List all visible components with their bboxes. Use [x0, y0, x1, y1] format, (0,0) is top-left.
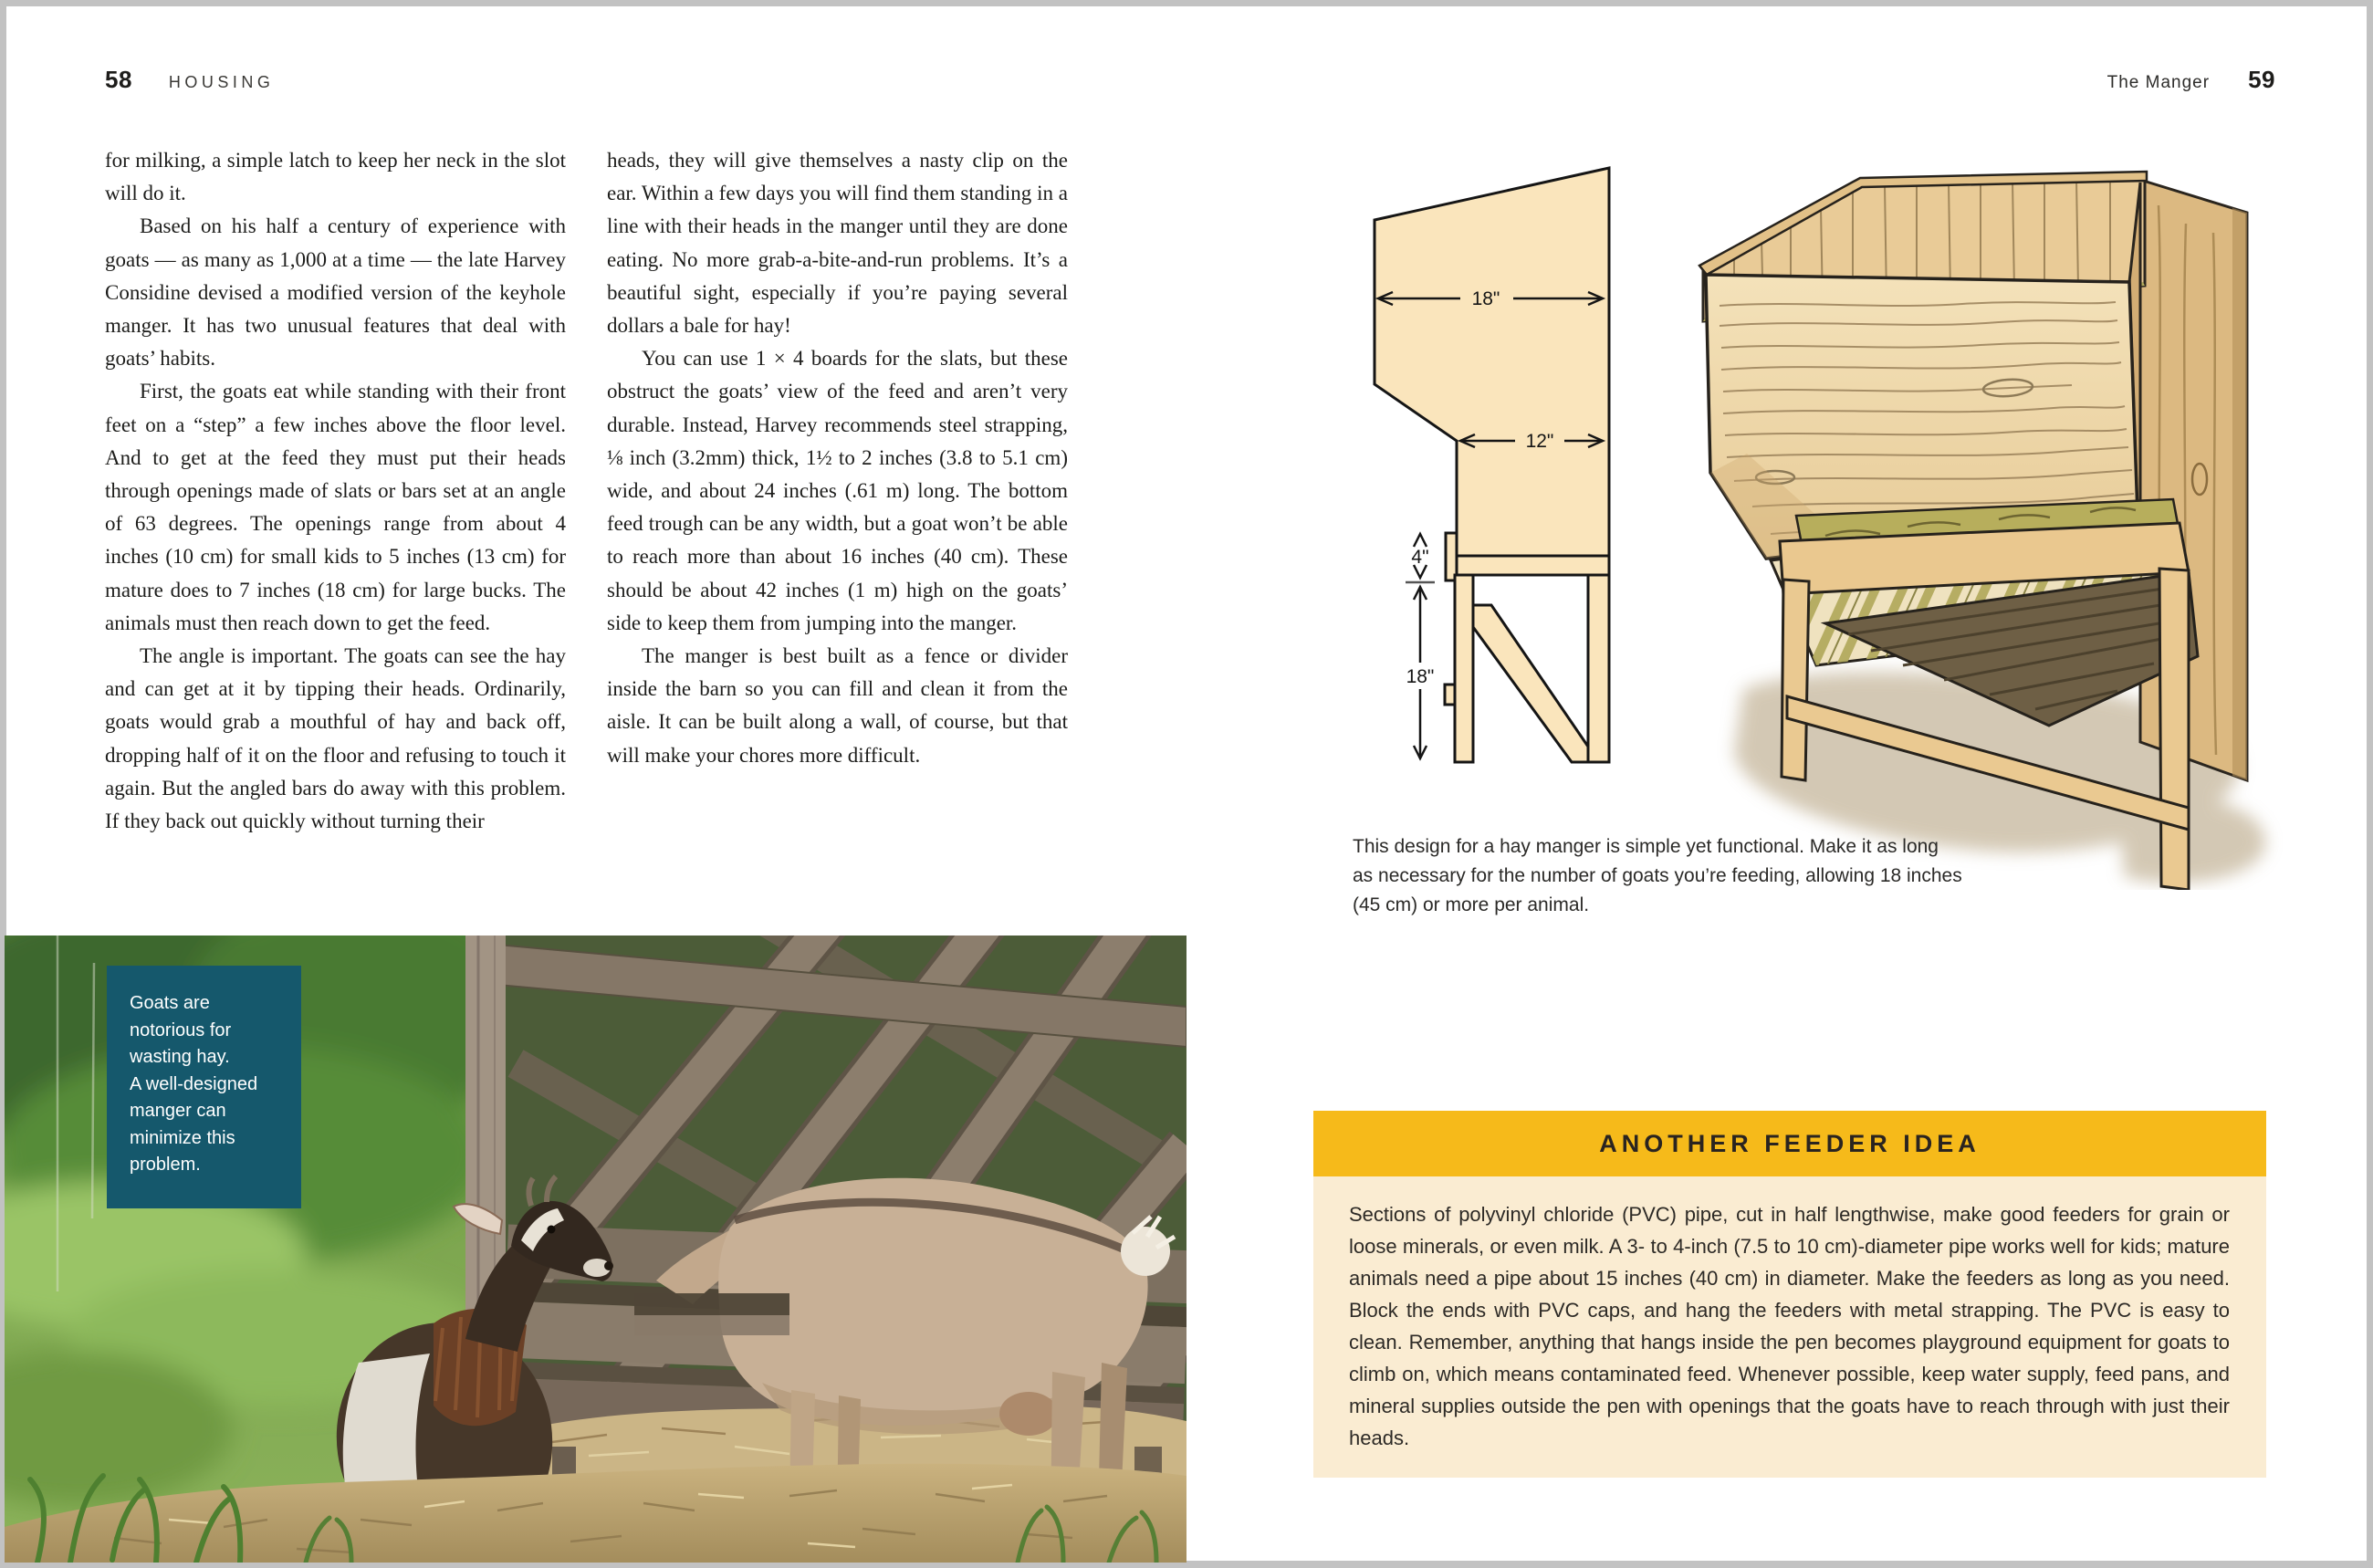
caption-line: as necessary for the number of goats you’re feeding, allowing 18 inches [1353, 865, 1962, 886]
dim-top-width: 18" [1471, 288, 1500, 309]
paragraph: You can use 1 × 4 boards for the slats, but these obstruct the goats’ view of the feed and aren’t very durable. Instead, Harvey recommends steel strapping, ⅛ inch (3.2mm) thick, 1½ to 2 inches (3.8 to 5.1 cm) wide, and about 24 inches (.61 m) long. The bottom feed trough can be any width, but a goat won’t be able to reach more than about 16 inches (40 cm). These should be about 42 inches (1 m) high on the goats’ side to keep them from jumping into the manger. [607, 347, 1068, 634]
diagram-brace [1473, 605, 1588, 762]
sidebar-body [1313, 1176, 2266, 1478]
running-header-left: HOUSING [168, 73, 275, 91]
another-feeder-idea-sidebar [1313, 1111, 2266, 1478]
manger-cross-section-diagram [1358, 155, 1623, 776]
goat-udder [999, 1392, 1058, 1436]
running-header-right: The Manger [2106, 73, 2211, 92]
dim-step-height: 4" [1411, 547, 1429, 568]
photo-caption-box [107, 966, 301, 1208]
paragraph: Based on his half a century of experience with goats — as many as 1,000 at a time — the late Harvey Considine devised a modified version of the keyhole manger. It has two unusual features that deal with goats’ habits. [105, 214, 566, 371]
text-column-2 [607, 144, 1068, 772]
dim-leg-height: 18" [1406, 666, 1435, 687]
caption-line: minimize this [130, 1127, 235, 1148]
illustration-art [1688, 87, 2291, 890]
caption-line: problem. [130, 1155, 201, 1175]
sidebar-header [1313, 1111, 2266, 1176]
page-number-left: 58 [105, 66, 132, 93]
caption-line: wasting hay. [130, 1047, 230, 1067]
board-over-goat-neck [634, 1293, 789, 1315]
text-column-1 [105, 144, 566, 838]
board-over-goat-neck2 [634, 1315, 789, 1335]
caption-line: Goats are [130, 993, 210, 1013]
right-leg [2159, 569, 2189, 890]
diagram-panel [1375, 168, 1609, 556]
paragraph: The angle is important. The goats can see the hay and can get at it by tipping their heads. Ordinarily, goats would grab a mouthful of hay and back off, dropping half of it on the floor and refusing to touch it again. But the angled bars do away with this problem. If they back out quickly without turning their [105, 644, 566, 833]
sidebar-title: ANOTHER FEEDER IDEA [1599, 1129, 1981, 1157]
caption-line: manger can [130, 1101, 226, 1121]
diagram-left-leg [1455, 575, 1473, 762]
goat-tail [1121, 1227, 1170, 1276]
left-leg [1782, 580, 1809, 780]
diagram-cleat-upper [1446, 533, 1457, 580]
figure-caption [1353, 832, 2083, 920]
diagram-art [1358, 155, 1623, 776]
diagram-step-board [1457, 556, 1609, 575]
manger-illustration [1688, 87, 2291, 890]
paragraph: The manger is best built as a fence or divider inside the barn so you can fill and clean it from the aisle. It can be built along a wall, of course, but that will make your chores more difficult. [607, 644, 1068, 767]
caption-line: notorious for [130, 1019, 232, 1040]
paragraph: First, the goats eat while standing with their front feet on a “step” a few inches above the floor level. And to get at the feed they must put their heads through openings made of slats or bars set at an angle of 63 degrees. The openings range from about 4 inches (10 cm) for small kids to 5 inches (13 cm) for mature does to 7 inches (18 cm) for large bucks. The animals must then reach down to get the feed. [105, 380, 566, 634]
caption-line: This design for a hay manger is simple yet functional. Make it as long [1353, 836, 1939, 857]
diagram-right-leg [1588, 575, 1609, 762]
caption-line: (45 cm) or more per animal. [1353, 894, 1590, 915]
paragraph: heads, they will give themselves a nasty clip on the ear. Within a few days you will find them standing in a line with their heads in the manger until they are done eating. No more grab-a-bite-and-run problems. It’s a beautiful sight, especially if you’re paying several dollars a bale for hay! [607, 149, 1068, 338]
left-running-header [105, 66, 274, 94]
caption-line: A well-designed [130, 1073, 258, 1094]
sidebar-text: Sections of polyvinyl chloride (PVC) pipe, cut in half lengthwise, make good feeders for grain or loose minerals, or even milk. A 3- to 4-inch (7.5 to 10 cm)-diameter pipe works well for kids; mature animals need a pipe about 15 inches (40 cm) in diameter. Make the feeders as long as you need. Block the ends with PVC caps, and hang the feeders with metal strapping. The PVC is easy to clean. Remember, anything that hangs inside the pen becomes playground equipment for goats to climb on, which means contaminated feed. Whenever possible, keep water supply, feed pans, and mineral supplies outside the pen with openings that the goats have to reach through with just their heads. [1349, 1203, 2230, 1449]
side-plank [2140, 180, 2247, 780]
page-number-right: 59 [2248, 66, 2275, 93]
dim-lower-width: 12" [1525, 431, 1554, 452]
paragraph: for milking, a simple latch to keep her neck in the slot will do it. [105, 149, 566, 205]
diagram-cleat-lower [1445, 685, 1455, 705]
